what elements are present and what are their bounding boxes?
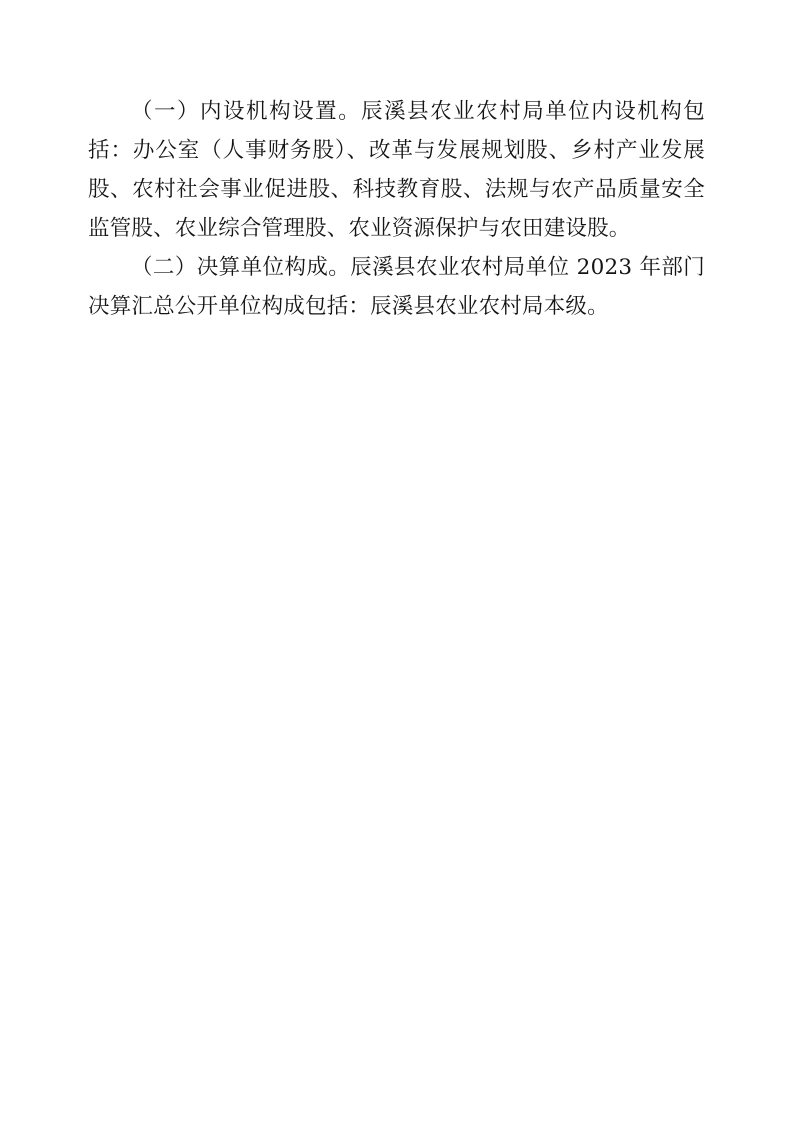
document-body bbox=[88, 92, 705, 326]
paragraph-final-account-units: （二）决算单位构成。辰溪县农业农村局单位 2023 年部门决算汇总公开单位构成包括：辰溪县农业农村局本级。 bbox=[88, 255, 705, 319]
paragraph-internal-organizations: （一）内设机构设置。辰溪县农业农村局单位内设机构包括：办公室（人事财务股）、改革与发展规划股、乡村产业发展股、农村社会事业促进股、科技教育股、法规与农产品质量安全监管股、农业综合管理股、农业资源保护与农田建设股。 bbox=[88, 99, 705, 241]
